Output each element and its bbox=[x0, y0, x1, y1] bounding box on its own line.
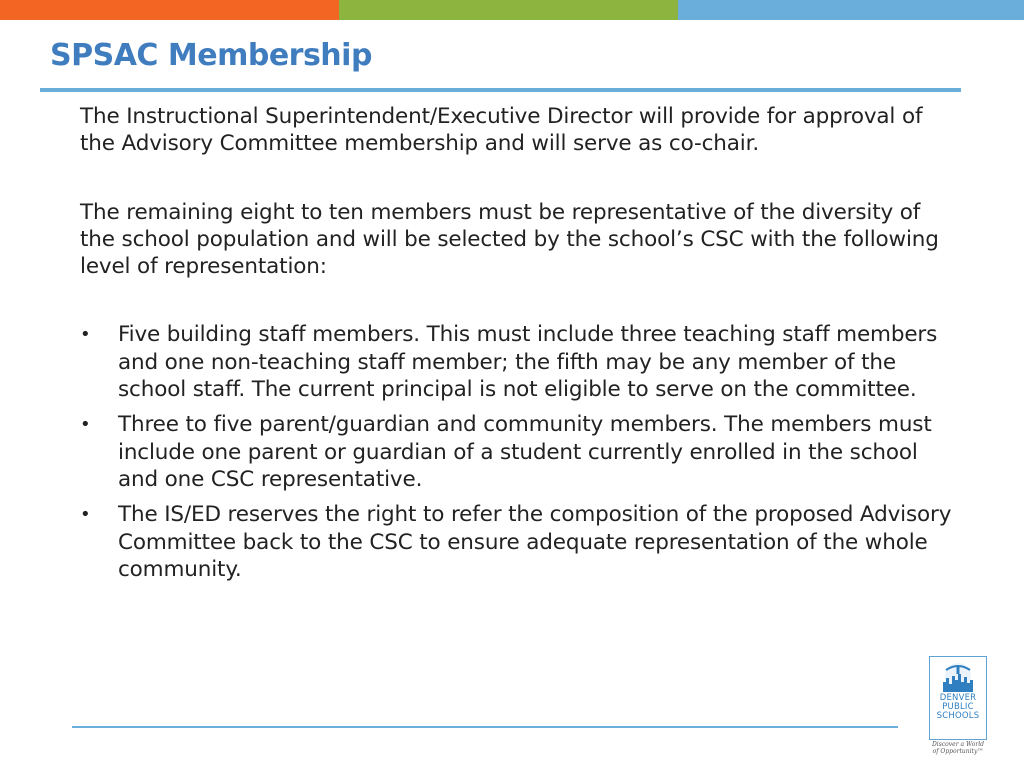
tagline-line-2: of Opportunity™ bbox=[932, 748, 984, 755]
logo-word-denver: DENVER bbox=[939, 693, 977, 703]
bullet-text: Three to five parent/guardian and community members. The members must include one parent or guardian of a student currently enrolled in the school and one CSC representative. bbox=[118, 412, 932, 492]
bullet-text: Five building staff members. This must include three teaching staff members and one non-teaching staff member; the fifth may be any member of the school staff. The current principal is not eligible to serve on the committee. bbox=[118, 322, 938, 403]
logo-word-schools: SCHOOLS bbox=[936, 711, 980, 721]
bullet-item-parents bbox=[80, 411, 960, 493]
bullet-dot-icon: • bbox=[80, 504, 91, 526]
bullet-dot-icon: • bbox=[80, 324, 91, 346]
bullet-item-ised-rights bbox=[80, 501, 960, 583]
bullet-dot-icon: • bbox=[80, 414, 91, 436]
bullet-text: The IS/ED reserves the right to refer the composition of the proposed Advisory Committee back to the CSC to ensure adequate representation of the whole community. bbox=[118, 502, 952, 582]
paragraph-co-chair: The Instructional Superintendent/Executive Director will provide for approval of the Advisory Committee membership and will serve as co-chair. bbox=[80, 104, 923, 157]
slide-body bbox=[80, 103, 960, 591]
membership-bullet-list bbox=[80, 321, 960, 583]
top-bar-green-segment bbox=[339, 0, 678, 20]
logo-tagline bbox=[925, 741, 991, 755]
top-bar-orange-segment bbox=[0, 0, 339, 20]
top-color-bar bbox=[0, 0, 1024, 20]
denver-skyline-icon bbox=[940, 662, 976, 694]
logo-word-public: PUBLIC bbox=[942, 702, 974, 712]
title-divider bbox=[40, 88, 961, 92]
tagline-line-1: Discover a World bbox=[932, 741, 984, 748]
slide-title: SPSAC Membership bbox=[50, 38, 372, 73]
bullet-item-staff bbox=[80, 321, 960, 403]
paragraph-remaining-members: The remaining eight to ten members must be representative of the diversity of the school population and will be selected by the school’s CSC with the following level of representation: bbox=[80, 199, 939, 280]
denver-public-schools-logo bbox=[929, 656, 987, 740]
footer-divider bbox=[72, 726, 898, 728]
top-bar-blue-segment bbox=[678, 0, 1024, 20]
